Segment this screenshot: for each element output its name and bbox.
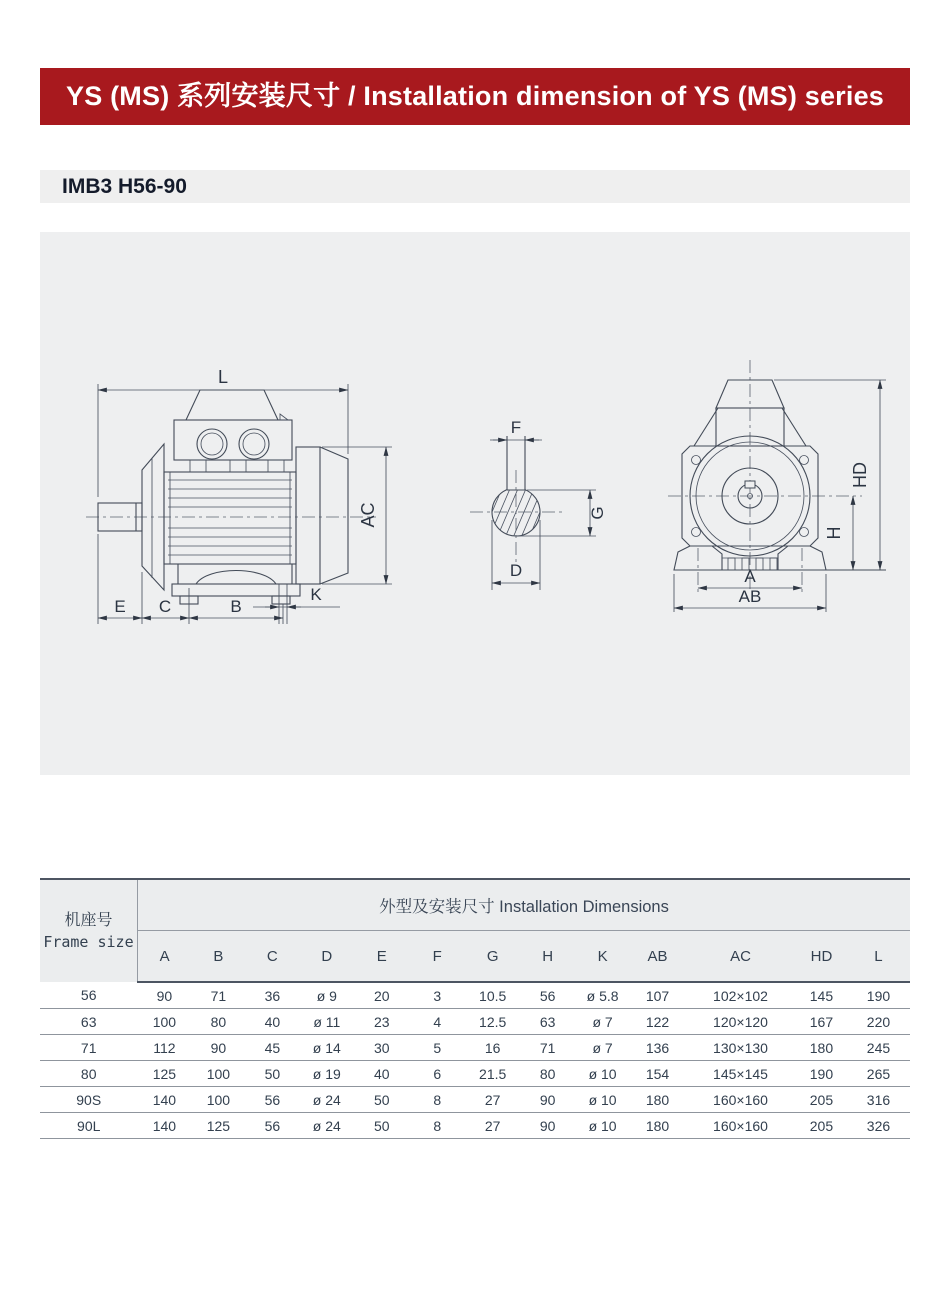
cell: 190 — [847, 982, 910, 1009]
installation-dimensions-table — [40, 878, 910, 1139]
cell: 265 — [847, 1061, 910, 1087]
cell: 30 — [354, 1035, 409, 1061]
cell: 167 — [796, 1009, 847, 1035]
cell: 50 — [354, 1087, 409, 1113]
cell: 145 — [796, 982, 847, 1009]
front-view — [668, 360, 886, 612]
cell: 145×145 — [685, 1061, 796, 1087]
cell: 23 — [354, 1009, 409, 1035]
cell: 245 — [847, 1035, 910, 1061]
mounting-code: IMB3 H56-90 — [62, 175, 187, 198]
dim-label-h: H — [824, 526, 844, 540]
cell: 130×130 — [685, 1035, 796, 1061]
cell: 125 — [137, 1061, 191, 1087]
side-view — [86, 367, 392, 624]
dim-label-e: E — [114, 597, 126, 616]
cell: 140 — [137, 1087, 191, 1113]
cell: 180 — [630, 1113, 685, 1139]
table-row — [40, 982, 910, 1009]
cell: 6 — [409, 1061, 465, 1087]
cell: 20 — [354, 982, 409, 1009]
dim-label-hd: HD — [850, 462, 870, 488]
cell: 56 — [245, 1087, 299, 1113]
cell: 50 — [245, 1061, 299, 1087]
frame-size-header-en: Frame size — [43, 932, 134, 951]
dim-label-ac: AC — [358, 502, 378, 528]
cell: ø 11 — [299, 1009, 354, 1035]
cell: 220 — [847, 1009, 910, 1035]
frame-size-cell: 90L — [40, 1113, 137, 1139]
cell: 27 — [465, 1087, 520, 1113]
cell: 100 — [191, 1061, 245, 1087]
table-row — [40, 1035, 910, 1061]
cell: 40 — [245, 1009, 299, 1035]
dim-label-d: D — [509, 561, 523, 580]
page-title: YS (MS) 系列安装尺寸 / Installation dimension of YS (MS) series motor — [65, 81, 884, 168]
cell: 16 — [465, 1035, 520, 1061]
cell: ø 7 — [575, 1009, 630, 1035]
cell: 56 — [520, 982, 575, 1009]
table-row — [40, 1009, 910, 1035]
cell: 180 — [796, 1035, 847, 1061]
cell: 160×160 — [685, 1087, 796, 1113]
cell: 205 — [796, 1113, 847, 1139]
cell: ø 19 — [299, 1061, 354, 1087]
frame-size-cell: 80 — [40, 1061, 137, 1087]
col-header-c: C — [245, 931, 299, 983]
frame-size-header — [40, 879, 137, 982]
col-header-h: H — [520, 931, 575, 983]
cell: 100 — [191, 1087, 245, 1113]
dim-label-c: C — [158, 597, 172, 616]
cell: 122 — [630, 1009, 685, 1035]
dim-label-b: B — [230, 597, 242, 616]
cell: 120×120 — [685, 1009, 796, 1035]
col-header-f: F — [409, 931, 465, 983]
cell: 90 — [137, 982, 191, 1009]
col-header-g: G — [465, 931, 520, 983]
cell: 27 — [465, 1113, 520, 1139]
table-row — [40, 1113, 910, 1139]
cell: 45 — [245, 1035, 299, 1061]
col-header-k: K — [575, 931, 630, 983]
table-row — [40, 1087, 910, 1113]
cell: ø 24 — [299, 1087, 354, 1113]
cell: 10.5 — [465, 982, 520, 1009]
cell: 80 — [520, 1061, 575, 1087]
cell: 63 — [520, 1009, 575, 1035]
cell: 90 — [191, 1035, 245, 1061]
frame-size-cell: 90S — [40, 1087, 137, 1113]
cell: 4 — [409, 1009, 465, 1035]
cell: 180 — [630, 1087, 685, 1113]
cell: ø 7 — [575, 1035, 630, 1061]
dim-label-k: K — [310, 585, 322, 604]
cell: 12.5 — [465, 1009, 520, 1035]
cell: 160×160 — [685, 1113, 796, 1139]
cell: 50 — [354, 1113, 409, 1139]
mounting-code-band — [40, 170, 910, 203]
col-header-ac: AC — [685, 931, 796, 983]
col-header-d: D — [299, 931, 354, 983]
cell: ø 10 — [575, 1087, 630, 1113]
cell: 80 — [191, 1009, 245, 1035]
cell: 21.5 — [465, 1061, 520, 1087]
cell: 190 — [796, 1061, 847, 1087]
cell: ø 5.8 — [575, 982, 630, 1009]
cell: 125 — [191, 1113, 245, 1139]
frame-size-cell: 71 — [40, 1035, 137, 1061]
frame-size-header-zh: 机座号 — [64, 912, 113, 930]
cell: 90 — [520, 1113, 575, 1139]
cell: 71 — [520, 1035, 575, 1061]
title-banner — [40, 68, 910, 168]
frame-size-cell: 56 — [40, 982, 137, 1009]
column-header-row — [40, 931, 910, 983]
cell: 112 — [137, 1035, 191, 1061]
group-header: 外型及安装尺寸 Installation Dimensions — [137, 879, 910, 931]
cell: 36 — [245, 982, 299, 1009]
cell: 8 — [409, 1113, 465, 1139]
cell: ø 24 — [299, 1113, 354, 1139]
dim-label-f: F — [510, 418, 522, 437]
col-header-e: E — [354, 931, 409, 983]
cell: 326 — [847, 1113, 910, 1139]
col-header-a: A — [137, 931, 191, 983]
motor-drawings — [40, 232, 910, 775]
cell: 3 — [409, 982, 465, 1009]
col-header-ab: AB — [630, 931, 685, 983]
col-header-l: L — [847, 931, 910, 983]
cell: 5 — [409, 1035, 465, 1061]
dim-label-ab: AB — [738, 587, 762, 606]
frame-size-cell: 63 — [40, 1009, 137, 1035]
cell: 90 — [520, 1087, 575, 1113]
col-header-hd: HD — [796, 931, 847, 983]
cell: 40 — [354, 1061, 409, 1087]
cell: 71 — [191, 982, 245, 1009]
cell: 107 — [630, 982, 685, 1009]
cell: 316 — [847, 1087, 910, 1113]
dim-label-g: G — [588, 506, 607, 520]
dim-label-l: L — [217, 367, 229, 387]
shaft-section — [466, 418, 607, 590]
cell: ø 9 — [299, 982, 354, 1009]
cell: 102×102 — [685, 982, 796, 1009]
col-header-b: B — [191, 931, 245, 983]
cell: 136 — [630, 1035, 685, 1061]
cell: ø 14 — [299, 1035, 354, 1061]
table-row — [40, 1061, 910, 1087]
cell: 100 — [137, 1009, 191, 1035]
cell: 154 — [630, 1061, 685, 1087]
cell: 8 — [409, 1087, 465, 1113]
cell: 56 — [245, 1113, 299, 1139]
cell: 140 — [137, 1113, 191, 1139]
dim-label-a: A — [744, 567, 756, 586]
drawing-panel — [40, 232, 910, 775]
cell: 205 — [796, 1087, 847, 1113]
cell: ø 10 — [575, 1061, 630, 1087]
cell: ø 10 — [575, 1113, 630, 1139]
